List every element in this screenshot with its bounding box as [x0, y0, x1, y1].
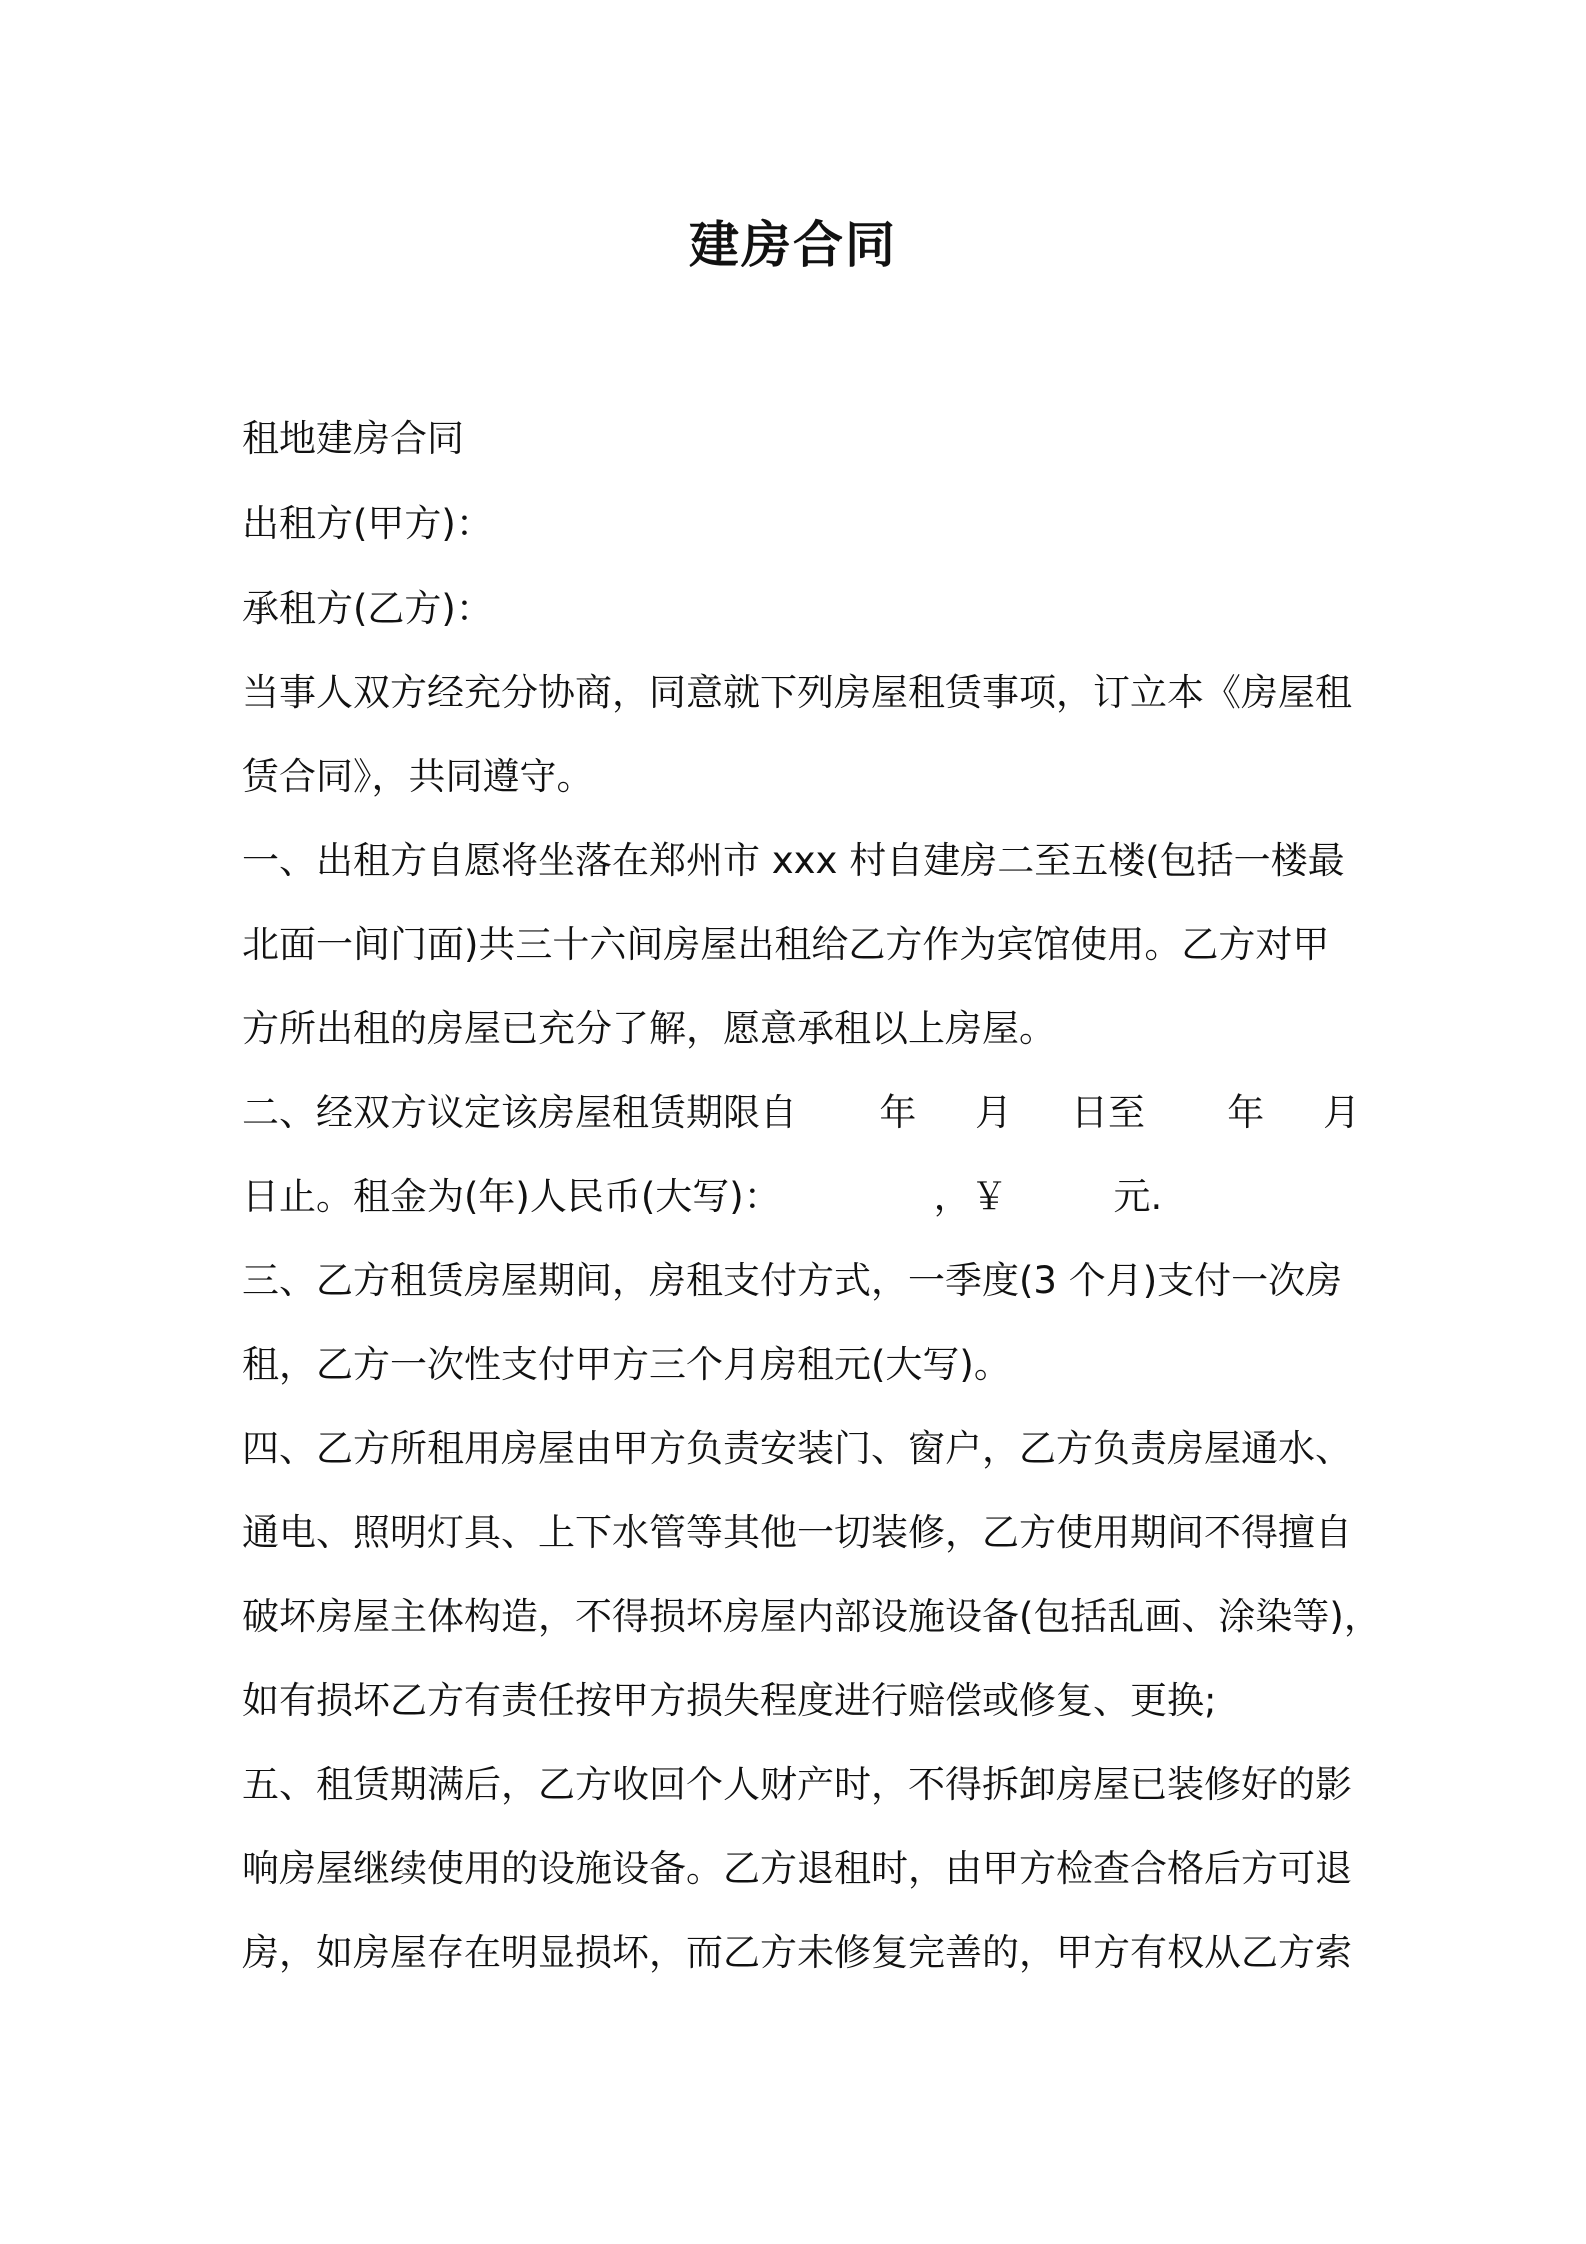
- clause-4-line-1: 四、乙方所租用房屋由甲方负责安装门、窗户，乙方负责房屋通水、: [242, 1427, 1352, 1470]
- clause-1-line-2: 北面一间门面)共三十六间房屋出租给乙方作为宾馆使用。乙方对甲: [242, 923, 1330, 966]
- clause-1-line-1: 一、出租方自愿将坐落在郑州市 xxx 村自建房二至五楼(包括一楼最: [242, 839, 1345, 882]
- document-title: 建房合同: [689, 216, 897, 274]
- clause-5-line-3: 房，如房屋存在明显损坏，而乙方未修复完善的，甲方有权从乙方索: [242, 1931, 1352, 1974]
- clause-4-line-4: 如有损坏乙方有责任按甲方损失程度进行赔偿或修复、更换;: [242, 1679, 1217, 1722]
- clause-3-line-2: 租，乙方一次性支付甲方三个月房租元(大写)。: [242, 1343, 1011, 1386]
- clause-1-line-3: 方所出租的房屋已充分了解，愿意承租以上房屋。: [242, 1007, 1056, 1050]
- clause-2-line-1: 二、经双方议定该房屋租赁期限自 年 月 日至 年 月: [242, 1091, 1361, 1134]
- clause-5-line-1: 五、租赁期满后，乙方收回个人财产时，不得拆卸房屋已装修好的影: [242, 1763, 1352, 1806]
- document-subtitle: 租地建房合同: [242, 417, 464, 460]
- lessee-line: 承租方(乙方)：: [242, 587, 493, 630]
- clause-3-line-1: 三、乙方租赁房屋期间，房租支付方式，一季度(3 个月)支付一次房: [242, 1259, 1343, 1302]
- intro-line-2: 赁合同》，共同遵守。: [242, 755, 594, 798]
- clause-5-line-2: 响房屋继续使用的设施设备。乙方退租时，由甲方检查合格后方可退: [242, 1847, 1352, 1890]
- clause-4-line-3: 破坏房屋主体构造，不得损坏房屋内部设施设备(包括乱画、涂染等)，: [242, 1595, 1381, 1638]
- lessor-line: 出租方(甲方)：: [242, 502, 493, 545]
- intro-line-1: 当事人双方经充分协商，同意就下列房屋租赁事项，订立本《房屋租: [242, 671, 1352, 714]
- clause-2-line-2: 日止。租金为(年)人民币(大写)： ，￥ 元.: [242, 1175, 1163, 1218]
- clause-4-line-2: 通电、照明灯具、上下水管等其他一切装修，乙方使用期间不得擅自: [242, 1511, 1352, 1554]
